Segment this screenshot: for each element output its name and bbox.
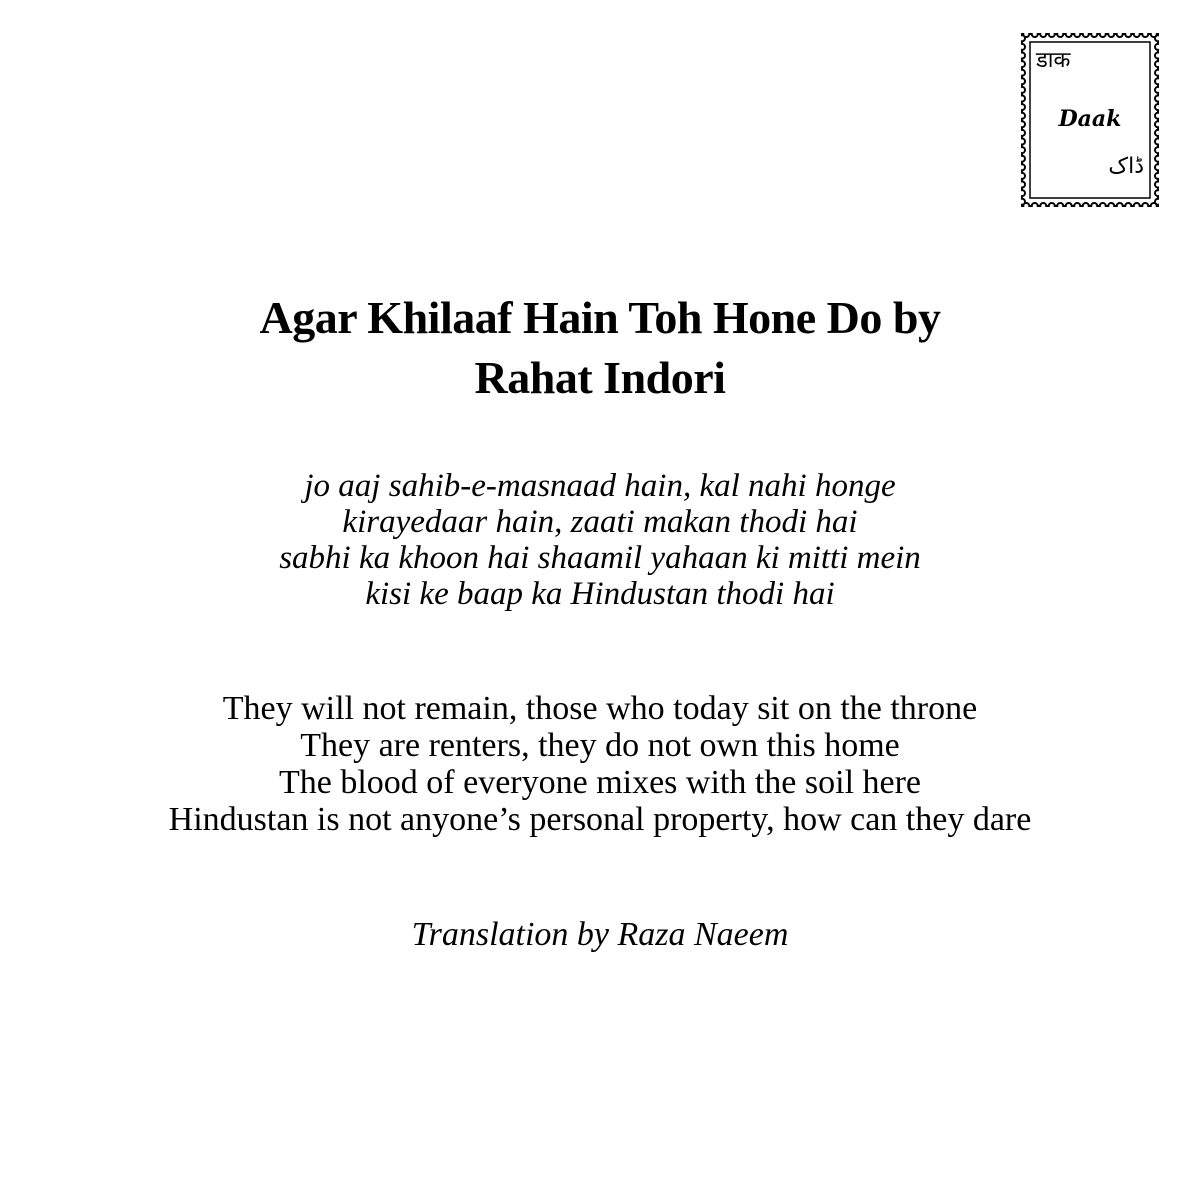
poem-english-line: The blood of everyone mixes with the soil here	[278, 764, 922, 801]
poem-english-line: They will not remain, those who today sit on the throne	[222, 690, 978, 727]
poem-roman-line: kisi ke baap ka Hindustan thodi hai	[365, 576, 835, 612]
poem-romanized	[0, 468, 1200, 612]
daak-stamp-logo	[1018, 30, 1162, 210]
title-line-1: Agar Khilaaf Hain Toh Hone Do by	[259, 292, 941, 343]
title-line-2: Rahat Indori	[474, 352, 726, 403]
poem-roman-line: sabhi ka khoon hai shaamil yahaan ki mitti mein	[279, 540, 921, 576]
stamp-hindi-text: डाक	[1036, 48, 1071, 73]
poem-english-translation	[0, 690, 1200, 838]
stamp-urdu-text: ڈاک	[1108, 154, 1144, 179]
poem-english-line: They are renters, they do not own this home	[300, 727, 900, 764]
poem-roman-line: jo aaj sahib-e-masnaad hain, kal nahi honge	[304, 468, 896, 504]
stamp-latin-text: Daak	[1058, 106, 1122, 132]
page-title	[0, 288, 1200, 408]
poem-english-line: Hindustan is not anyone’s personal property, how can they dare	[168, 801, 1032, 838]
translation-credit: Translation by Raza Naeem	[411, 916, 789, 953]
poem-roman-line: kirayedaar hain, zaati makan thodi hai	[342, 504, 858, 540]
